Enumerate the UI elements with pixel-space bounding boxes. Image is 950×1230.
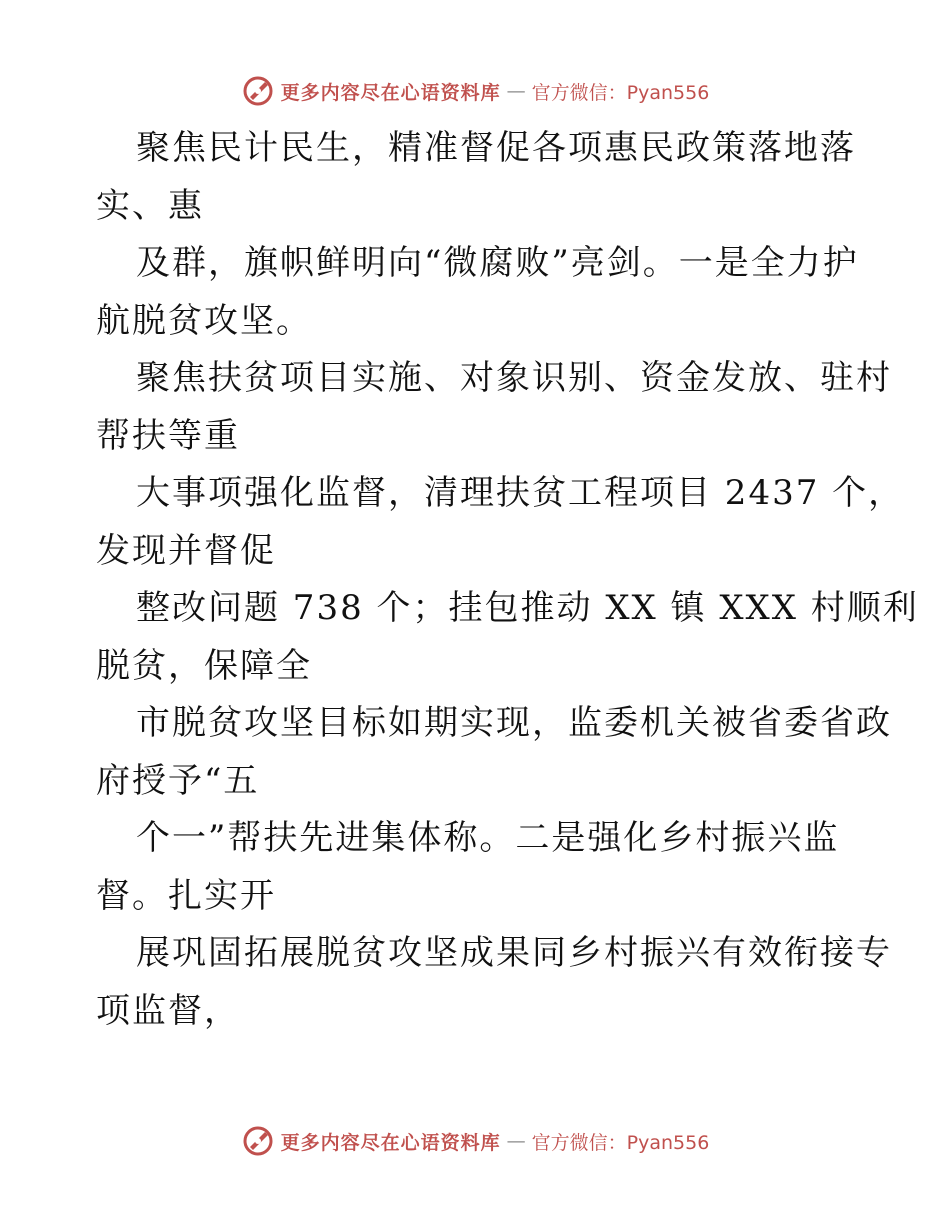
brand-logo-icon [241, 1124, 275, 1158]
body-line: 展巩固拓展脱贫攻坚成果同乡村振兴有效衔接专 [136, 933, 892, 973]
banner-dash: — [506, 80, 526, 102]
header-banner [0, 71, 950, 111]
body-line: 帮扶等重 [96, 415, 240, 456]
body-line: 实、惠 [96, 185, 204, 226]
brand-logo-icon [241, 74, 275, 108]
body-line: 大事项强化监督，清理扶贫工程项目 2437 个， [136, 473, 905, 513]
banner-official-text: 官方微信：Pyan556 [531, 81, 710, 104]
banner-official-text: 官方微信：Pyan556 [531, 1131, 710, 1154]
body-line: 督。扎实开 [96, 875, 276, 916]
body-line: 整改问题 738 个；挂包推动 XX 镇 XXX 村顺利 [136, 588, 919, 628]
body-line: 航脱贫攻坚。 [96, 300, 312, 341]
banner-site-text: 更多内容尽在心语资料库 [280, 1131, 501, 1154]
body-line: 发现并督促 [96, 530, 276, 571]
body-line: 项监督， [96, 990, 240, 1031]
body-line: 聚焦民计民生，精准督促各项惠民政策落地落 [136, 128, 856, 168]
body-line: 聚焦扶贫项目实施、对象识别、资金发放、驻村 [136, 358, 892, 398]
document-body [96, 120, 919, 1040]
body-line: 市脱贫攻坚目标如期实现，监委机关被省委省政 [136, 703, 892, 743]
body-line: 脱贫，保障全 [96, 645, 312, 686]
body-line: 府授予“五 [96, 760, 260, 801]
footer-banner [0, 1121, 950, 1161]
body-line: 及群，旗帜鲜明向“微腐败”亮剑。一是全力护 [136, 243, 859, 283]
banner-dash: — [506, 1130, 526, 1152]
banner-site-text: 更多内容尽在心语资料库 [280, 81, 501, 104]
body-line: 个一”帮扶先进集体称。二是强化乡村振兴监 [136, 818, 840, 858]
